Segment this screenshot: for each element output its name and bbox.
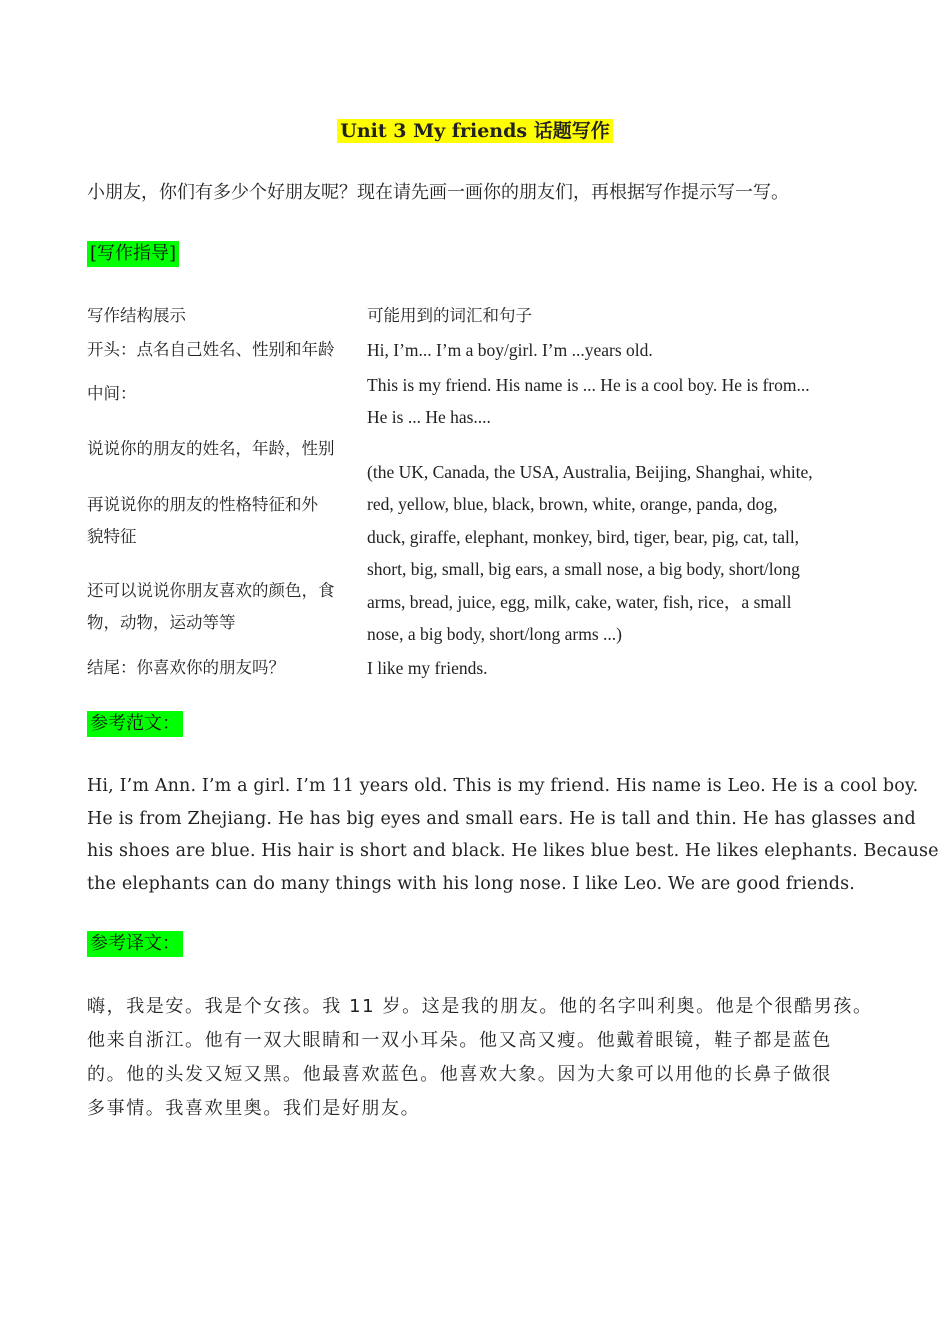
guide-vocab-line: nose, a big body, short/long arms ...) — [367, 624, 623, 644]
guide-vocab-line: duck, giraffe, elephant, monkey, bird, tiger, bear, pig, cat, tall, — [367, 527, 800, 547]
guide-ending-label: 结尾：你喜欢你的朋友吗？ — [87, 658, 285, 677]
guide-middle-point-1: 说说你的朋友的姓名，年龄，性别 — [87, 439, 335, 458]
sample-essay-label: 参考范文： — [87, 711, 183, 737]
intro-paragraph: 小朋友，你们有多少个好朋友呢？现在请先画一画你的朋友们，再根据写作提示写一写。 — [87, 182, 789, 203]
page-title — [0, 118, 950, 144]
guide-opening-text: Hi, I’m... I’m a boy/girl. I’m ...years old. — [367, 340, 653, 360]
guide-middle-point-2a: 再说说你的朋友的性格特征和外 — [87, 495, 318, 514]
sample-essay-chinese — [87, 990, 877, 1126]
page-title-text: Unit 3 My friends 话题写作 — [337, 119, 612, 143]
sample-chinese-line: 多事情。我喜欢里奥。我们是好朋友。 — [87, 1098, 421, 1119]
sample-english-line: Hi, I’m Ann. I’m a girl. I’m 11 years old. This is my friend. His name is Leo. He is a cool boy. — [87, 776, 919, 796]
guide-vocab-line: (the UK, Canada, the USA, Australia, Beijing, Shanghai, white, — [367, 462, 813, 482]
guide-middle-point-3b: 物，动物，运动等等 — [87, 613, 236, 632]
translation-label: 参考译文： — [87, 931, 183, 957]
guide-middle-line-2: He is ... He has.... — [367, 407, 491, 427]
sample-english-line: He is from Zhejiang. He has big eyes and small ears. He is tall and thin. He has glasses and — [87, 808, 916, 829]
guide-left-header: 写作结构展示 — [87, 306, 186, 325]
sample-chinese-line: 的。他的头发又短又黑。他最喜欢蓝色。他喜欢大象。因为大象可以用他的长鼻子做很 — [87, 1064, 832, 1085]
sample-essay-english — [87, 770, 939, 900]
guide-opening-label: 开头：点名自己姓名、性别和年龄 — [87, 340, 335, 359]
sample-english-line: the elephants can do many things with his long nose. I like Leo. We are good friends. — [87, 873, 855, 894]
guide-vocab-line: red, yellow, blue, black, brown, white, orange, panda, dog, — [367, 494, 778, 514]
guide-right-header: 可能用到的词汇和句子 — [367, 306, 532, 325]
guide-ending-text: I like my friends. — [367, 658, 488, 678]
guide-vocab-line: arms, bread, juice, egg, milk, cake, water, fish, rice，a small — [367, 592, 792, 612]
guide-vocab-line: short, big, small, big ears, a small nose, a big body, short/long — [367, 559, 800, 579]
sample-chinese-line: 嗨，我是安。我是个女孩。我 11 岁。这是我的朋友。他的名字叫利奥。他是个很酷男孩。 — [87, 996, 873, 1017]
guide-middle-label: 中间： — [87, 384, 137, 403]
sample-english-line: his shoes are blue. His hair is short and black. He likes blue best. He likes elephants. Because — [87, 841, 939, 861]
guide-middle-point-3a: 还可以说说你朋友喜欢的颜色，食 — [87, 581, 335, 600]
guide-middle-line-1: This is my friend. His name is ... He is a cool boy. He is from... — [367, 375, 810, 395]
guide-middle-point-2b: 貌特征 — [87, 527, 137, 546]
writing-guide-label: [写作指导] — [87, 241, 179, 267]
sample-chinese-line: 他来自浙江。他有一双大眼睛和一双小耳朵。他又高又瘦。他戴着眼镜，鞋子都是蓝色 — [87, 1030, 832, 1051]
